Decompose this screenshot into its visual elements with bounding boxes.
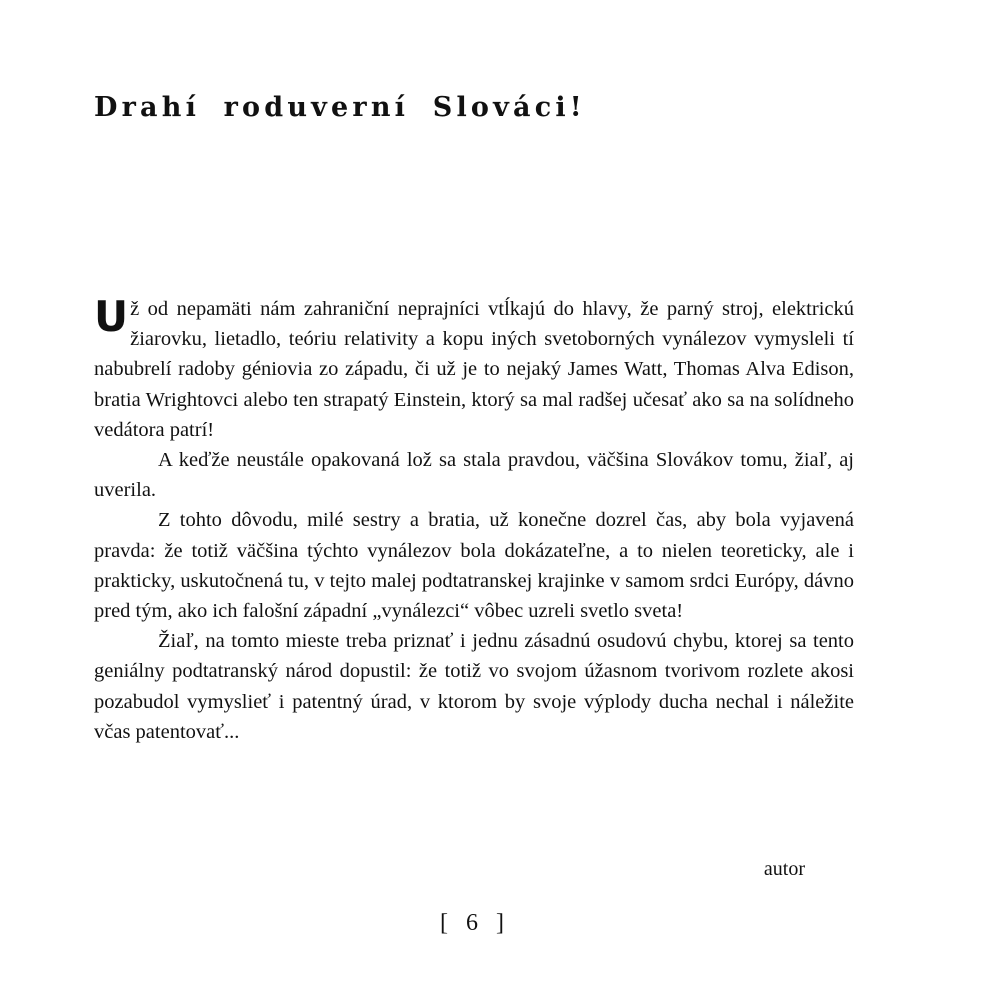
paragraph-3: Z tohto dôvodu, milé sestry a bratia, už konečne dozrel čas, aby bola vyjavená pravda: že totiž väčšina týchto vynálezov bola dokázateľne, a to nielen teoreticky, ale i prakticky, uskutočnená tu, v tejto malej podtatranskej krajinke v samom srdci Európy, dávno pred tým, ako ich falošní západní „vynálezci“ vôbec uzreli svetlo sveta!: [94, 509, 854, 623]
page-number: [ 6 ]: [440, 910, 510, 936]
paragraph-1: [94, 294, 854, 445]
paragraph-4: Žiaľ, na tomto mieste treba priznať i jednu zásadnú osudovú chybu, ktorej sa tento geniálny podtatranský národ dopustil: že totiž vo svojom úžasnom tvorivom rozlete akosi pozabudol vymyslieť i patentný úrad, v ktorom by svoje výplody ducha nechal i náležite včas patentovať...: [94, 630, 854, 743]
page-title: Drahí roduverní Slováci!: [94, 92, 586, 123]
drop-cap: U: [94, 292, 129, 341]
author-signature: autor: [763, 858, 805, 880]
body-text: [94, 294, 854, 747]
paragraph-1-text: ž od nepamäti nám zahraniční neprajníci vtĺkajú do hlavy, že parný stroj, elektrickú žiarovku, lietadlo, teóriu relativity a kopu iných svetoborných vynálezov vymysleli tí nabubrelí radoby géniovia zo západu, či už je to nejaký James Watt, Thomas Alva Edison, bratia Wrightovci alebo ten strapatý Einstein, ktorý sa mal radšej učesať ako sa na solídneho vedátora patrí!: [94, 298, 854, 441]
paragraph-2: A keďže neustále opakovaná lož sa stala pravdou, väčšina Slovákov tomu, žiaľ, aj uverila.: [94, 449, 854, 502]
